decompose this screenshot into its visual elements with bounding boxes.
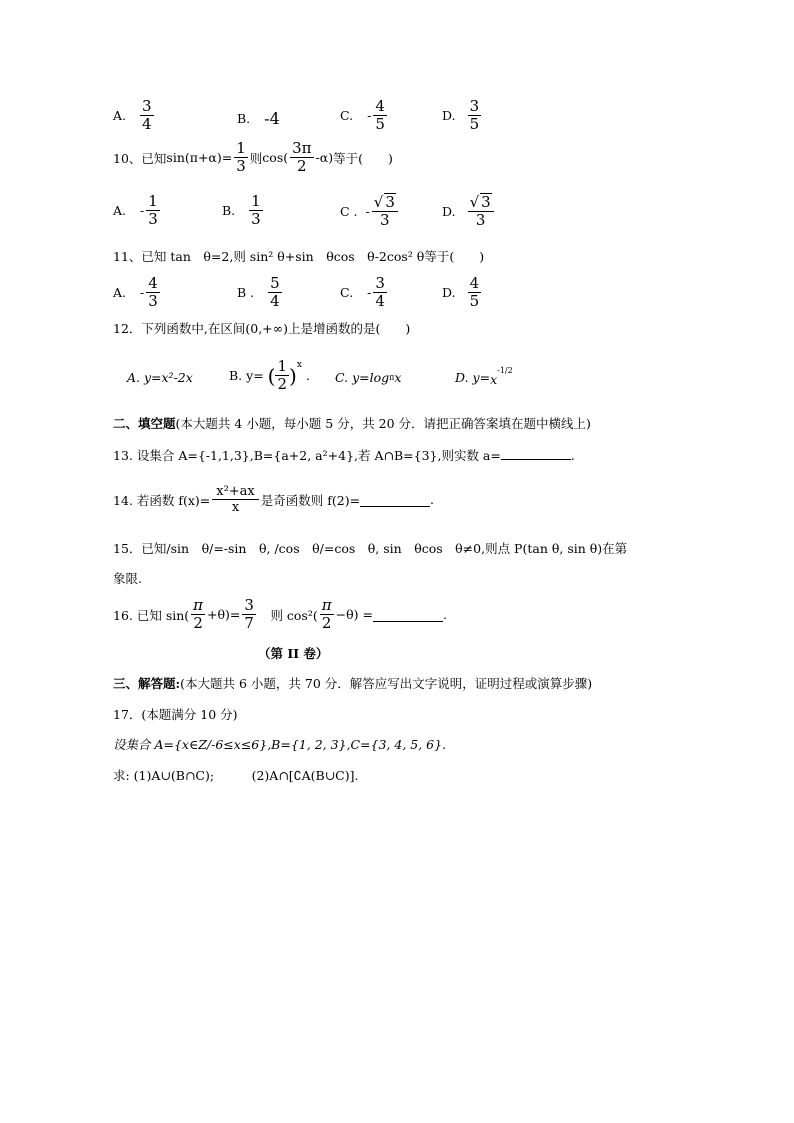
fraction: [468, 193, 494, 229]
denominator: 2: [193, 614, 203, 632]
q12-option-b: [229, 358, 310, 393]
option-label: A.: [113, 285, 127, 300]
q10-option-c: [340, 193, 400, 229]
fraction: [249, 193, 263, 228]
fraction: [234, 140, 248, 175]
denominator: 5: [469, 115, 480, 133]
numerator: √ 3: [468, 193, 494, 212]
section-3-header: [113, 676, 592, 692]
section-2-header: [113, 416, 591, 432]
q11-option-c: [340, 275, 389, 310]
q14: [113, 484, 434, 515]
text: 则: [249, 150, 263, 166]
denominator: 3: [236, 157, 246, 175]
q16: [113, 597, 447, 632]
period: .: [442, 607, 447, 622]
period: .: [305, 368, 310, 383]
question-text: 14. 若函数 f(x)=: [113, 492, 211, 508]
numerator: x²+ax: [212, 484, 259, 500]
q9-option-d: [442, 98, 483, 133]
q9-option-b: [237, 109, 280, 128]
math-expr: +θ)=: [207, 607, 241, 622]
base: x: [490, 372, 498, 387]
math-expr: cos(: [262, 150, 289, 165]
left-paren: (: [267, 363, 276, 388]
fraction: [242, 597, 256, 632]
option-label: C.: [340, 285, 354, 300]
fraction: [140, 98, 154, 133]
denominator: 2: [321, 614, 332, 632]
option-label: B.: [237, 111, 251, 126]
fraction: [468, 275, 482, 310]
question-text: 是奇函数则 f(2)=: [260, 492, 361, 508]
fraction: [290, 140, 313, 175]
fraction: [146, 193, 160, 228]
option-label: B .: [237, 285, 255, 300]
q17-line1: 设集合 A={x∈Z/-6≤x≤6},B={1, 2, 3},C={3, 4, 5, 6}.: [113, 737, 447, 752]
q17-title: 17．(本题满分 10 分): [113, 707, 238, 722]
option-label: C .: [340, 203, 358, 219]
question-text: 16. 已知 sin(: [113, 607, 190, 623]
math-expr: sin(π+α)=: [166, 150, 233, 165]
numerator: √ 3: [372, 193, 398, 212]
section-desc: (本大题共 6 小题，共 70 分．解答应写出文字说明，证明过程或演算步骤): [180, 676, 593, 691]
numerator: 4: [375, 97, 385, 115]
q15-line2: 象限.: [113, 571, 142, 586]
text: 等于( ): [333, 150, 393, 166]
denominator: 3: [148, 292, 158, 310]
fraction: [373, 98, 387, 133]
section-title: 三、解答题:: [113, 676, 181, 691]
option-text: A. y=x²-2x: [127, 370, 193, 385]
minus-sign: -: [367, 108, 372, 123]
q9-option-c: [340, 98, 389, 133]
math-expr: 则 cos²(: [257, 607, 318, 623]
numerator: 4: [148, 274, 158, 292]
log-base: π: [389, 373, 395, 382]
period: .: [570, 448, 575, 463]
fraction: [268, 275, 282, 310]
math-expr: -α): [315, 150, 334, 165]
denominator: 3: [380, 211, 390, 229]
minus-sign: -: [365, 203, 370, 219]
option-label: D.: [442, 203, 456, 219]
section-desc: (本大题共 4 小题，每小题 5 分，共 20 分．请把正确答案填在题中横线上): [175, 416, 591, 431]
fraction: [146, 275, 160, 310]
denominator: 5: [469, 292, 480, 310]
fraction: [191, 597, 205, 632]
numerator: π: [193, 596, 204, 614]
numerator: 3: [375, 274, 385, 292]
numerator: 1: [236, 139, 246, 157]
right-paren: ): [289, 363, 297, 388]
denominator: 2: [297, 157, 307, 175]
q10-option-b: [222, 193, 265, 228]
fraction: [212, 484, 259, 515]
numerator: 3: [469, 97, 480, 115]
q12-stem: 12．下列函数中,在区间(0,+∞)上是增函数的是( ): [113, 321, 411, 336]
denominator: 3: [475, 211, 486, 229]
q12-option-a: [127, 370, 193, 385]
option-value: -4: [264, 109, 280, 128]
fraction: [468, 98, 482, 133]
q12-option-c: [335, 370, 401, 385]
minus-sign: -: [140, 285, 145, 300]
option-label: A.: [113, 108, 127, 123]
denominator: 3: [148, 210, 158, 228]
option-text: B. y=: [229, 368, 264, 383]
option-text: C. y=log: [335, 370, 390, 385]
denominator: 2: [277, 375, 288, 393]
denominator: 4: [270, 292, 280, 310]
fraction: [372, 193, 398, 229]
denominator: x: [231, 500, 240, 515]
q11-option-d: [442, 275, 483, 310]
answer-blank[interactable]: [501, 459, 571, 460]
option-label: D.: [442, 108, 456, 123]
q10-stem: [113, 140, 393, 175]
numerator: 1: [251, 192, 261, 210]
period: .: [430, 492, 435, 507]
answer-blank[interactable]: [360, 492, 430, 507]
question-prefix: 10、已知: [113, 150, 167, 166]
numerator: 1: [277, 357, 288, 375]
exponent: x: [296, 360, 302, 370]
numerator: 5: [270, 274, 280, 292]
radicand: 3: [385, 193, 395, 211]
q11-option-a: [113, 275, 162, 310]
question-text: 13. 设集合 A={-1,1,3},B={a+2, a²+4},若 A∩B={3},则实数 a=: [113, 448, 501, 463]
option-label: A.: [113, 203, 127, 218]
volume-2-title: （第 II 卷）: [258, 646, 329, 661]
denominator: 4: [375, 292, 385, 310]
fraction: [320, 597, 334, 632]
denominator: 5: [375, 115, 385, 133]
radicand: 3: [481, 193, 491, 211]
math-expr: −θ) =: [335, 607, 373, 622]
minus-sign: -: [367, 285, 372, 300]
q12-option-d: [455, 368, 513, 387]
numerator: 1: [148, 192, 158, 210]
numerator: 3: [244, 596, 254, 614]
denominator: 7: [244, 614, 254, 632]
option-label: B.: [222, 203, 236, 218]
numerator: 4: [469, 274, 480, 292]
q10-option-a: [113, 193, 162, 228]
option-text: D. y=: [455, 370, 491, 385]
q17-line2: 求: (1)A∪(B∩C); (2)A∩[∁A(B∪C)].: [113, 768, 359, 783]
denominator: 4: [142, 115, 152, 133]
option-text: x: [394, 370, 402, 385]
q9-option-a: [113, 98, 156, 133]
fraction: [275, 358, 289, 393]
q13: [113, 448, 575, 464]
numerator: π: [321, 596, 332, 614]
numerator: 3π: [292, 139, 312, 157]
numerator: 3: [142, 97, 152, 115]
fraction: [373, 275, 387, 310]
section-title: 二、填空题: [113, 416, 176, 431]
q11-option-b: [237, 275, 284, 310]
option-label: C.: [340, 108, 354, 123]
answer-blank[interactable]: [373, 607, 443, 622]
denominator: 3: [251, 210, 261, 228]
exponent: -1/2: [497, 366, 513, 375]
q10-option-d: [442, 193, 496, 229]
minus-sign: -: [140, 203, 145, 218]
q11-stem: 11、已知 tan θ=2,则 sin² θ+sin θcos θ-2cos² θ等于( ): [113, 249, 485, 264]
q15-line1: 15．已知/sin θ/=-sin θ, /cos θ/=cos θ, sin θcos θ≠0,则点 P(tan θ, sin θ)在第: [113, 541, 628, 556]
option-label: D.: [442, 285, 456, 300]
